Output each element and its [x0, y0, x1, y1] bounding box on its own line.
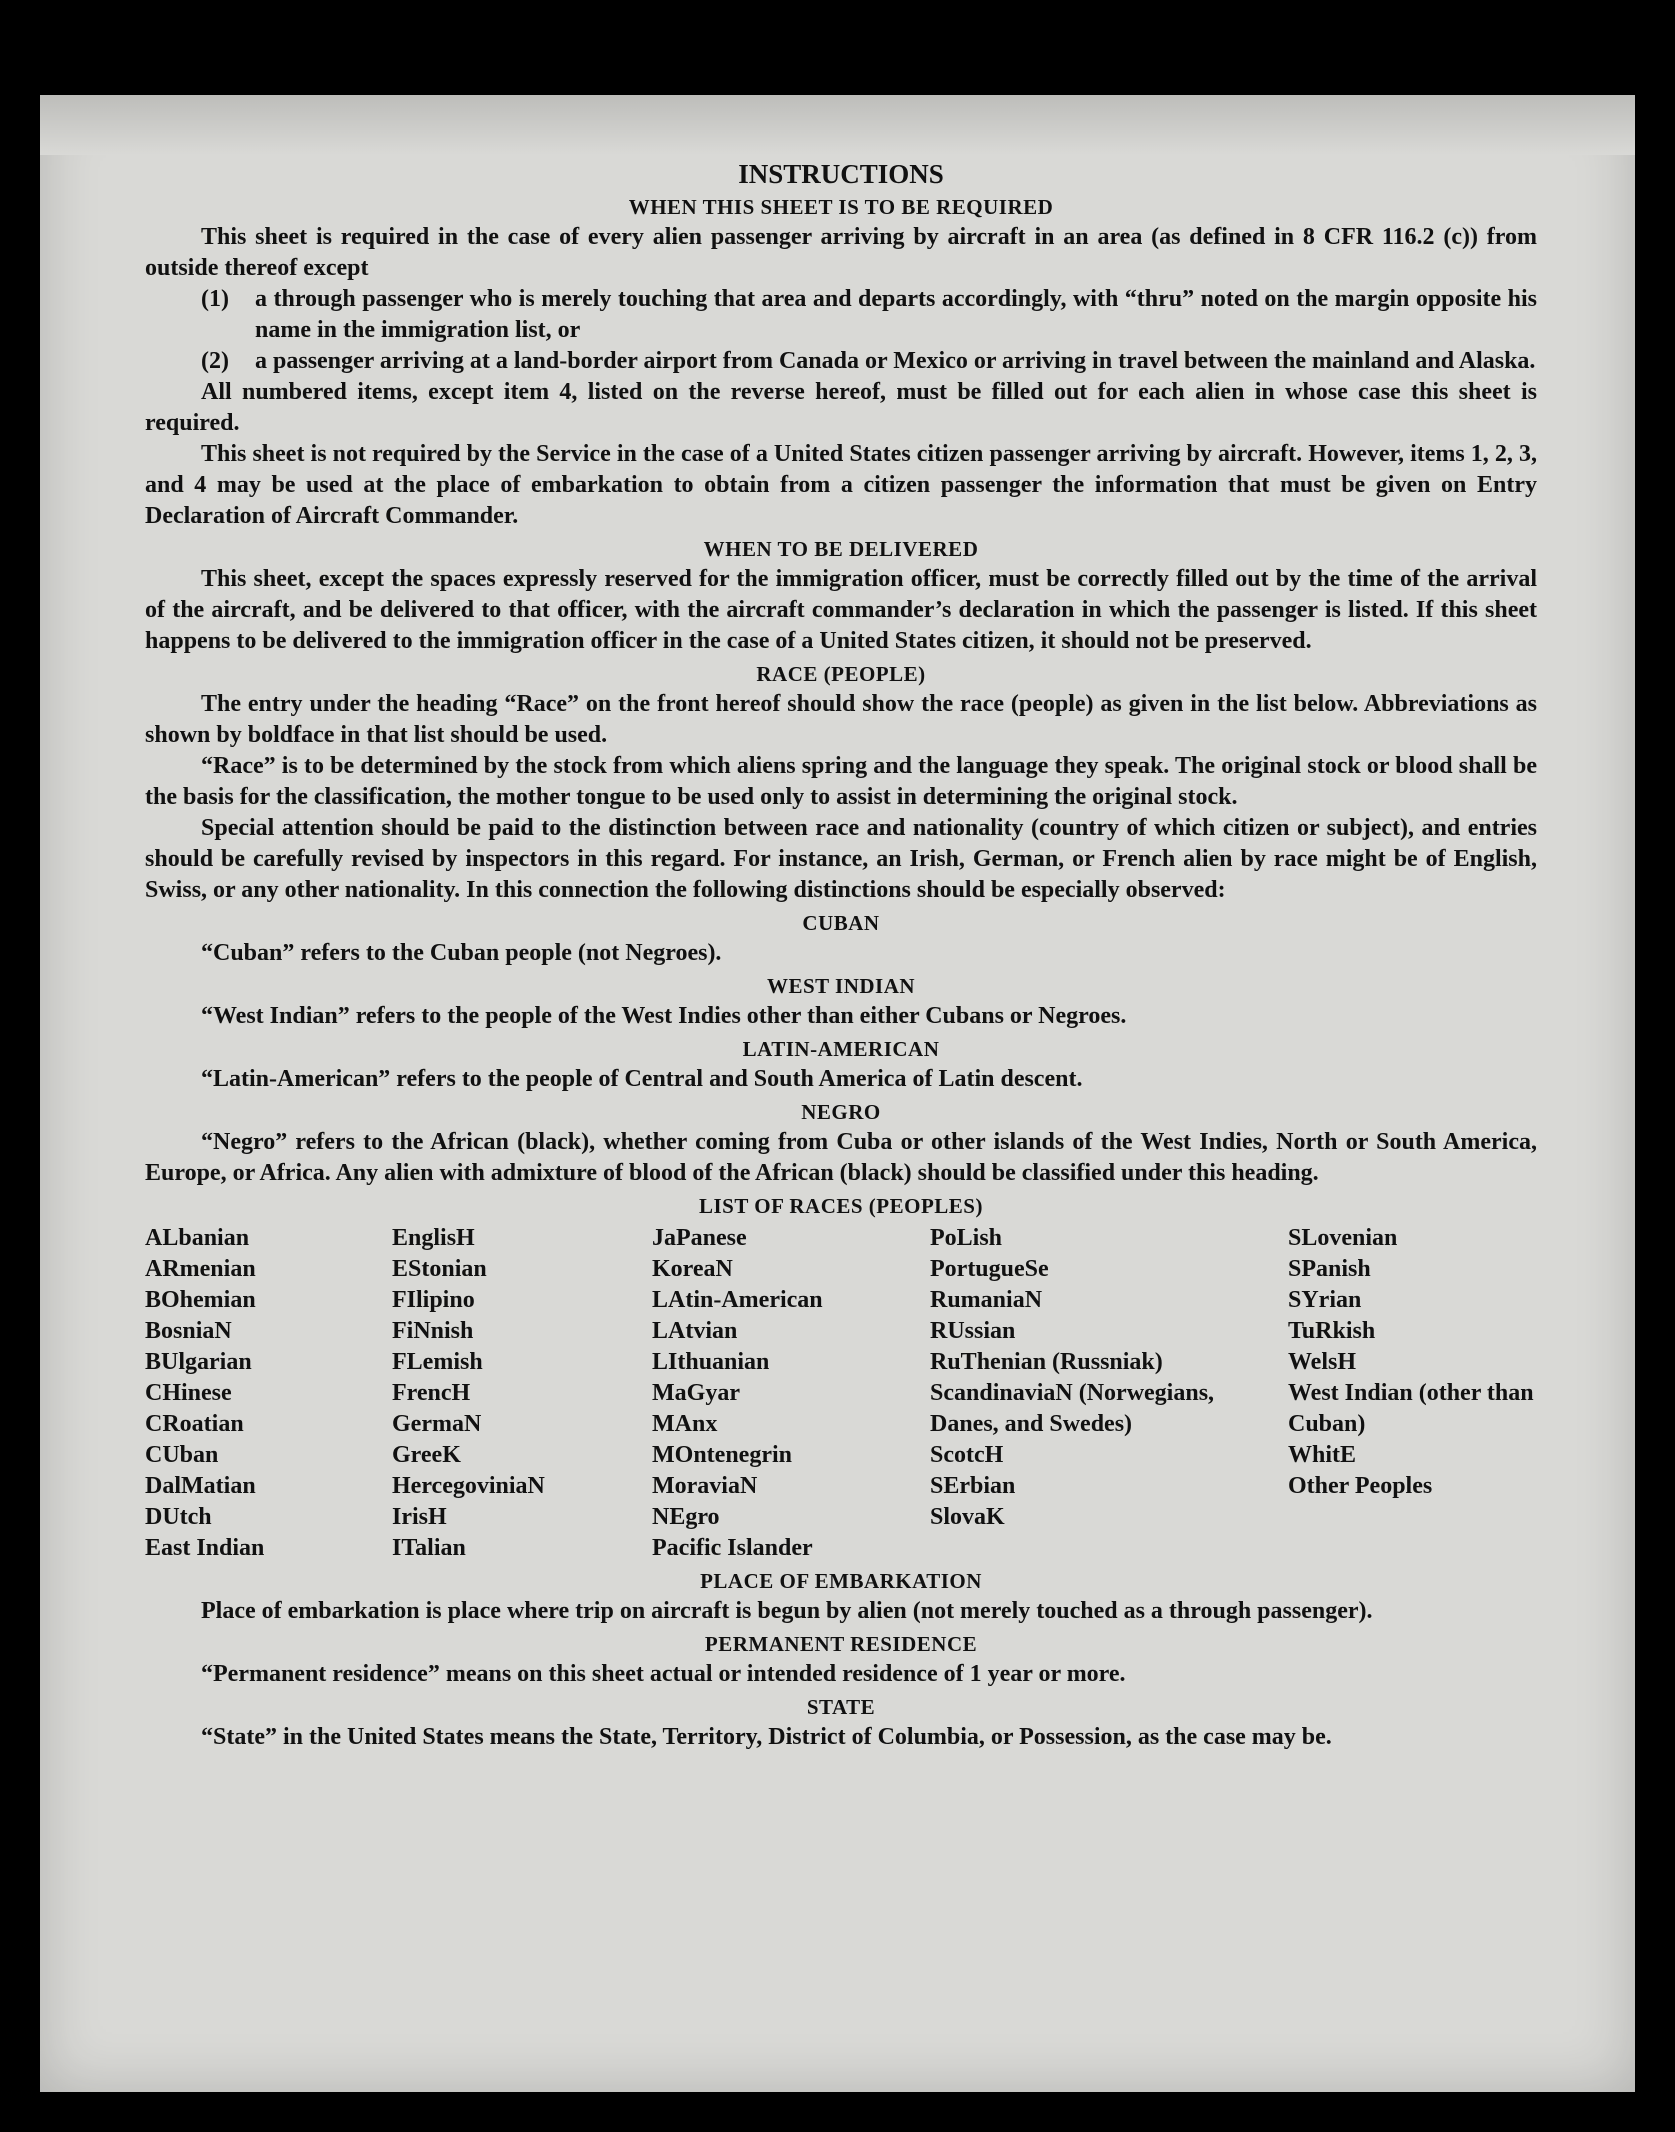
race-entry: ScotcH	[930, 1442, 1004, 1468]
heading-negro: NEGRO	[801, 1100, 881, 1124]
paragraph-west-indian: “West Indian” refers to the people of the West Indies other than either Cubans or Negroes.	[201, 1003, 1127, 1029]
paragraph-embarkation: Place of embarkation is place where trip on aircraft is begun by alien (not merely touched as a through passenger).	[201, 1598, 1373, 1624]
paragraph-race-stock: “Race” is to be determined by the stock from which aliens spring and the language they speak. The original stock or blood shall be the basis for the classification, the mother tongue to be used only to assist in determining the original stock.	[145, 753, 1537, 810]
race-entry: RUssian	[930, 1318, 1016, 1344]
race-entry: FIlipino	[392, 1287, 475, 1313]
race-entry: PortugueSe	[930, 1256, 1049, 1282]
exception-item-2-number: (2)	[201, 348, 229, 374]
race-entry: CHinese	[145, 1380, 232, 1406]
race-entry: CUban	[145, 1442, 219, 1468]
race-entry: HercegoviniaN	[392, 1473, 545, 1499]
race-entry: ScandinaviaN (Norwegians, Danes, and Swedes)	[930, 1380, 1215, 1437]
exception-item-1-text: a through passenger who is merely touching that area and departs accordingly, with “thru” noted on the margin opposite his name in the immigration list, or	[255, 286, 1537, 343]
race-entry: JaPanese	[652, 1225, 747, 1251]
races-column-2	[392, 1223, 652, 1564]
races-column-4	[930, 1223, 1288, 1564]
page-title: INSTRUCTIONS	[738, 159, 944, 189]
race-entry: SPanish	[1288, 1256, 1371, 1282]
paragraph-race-nationality: Special attention should be paid to the distinction between race and nationality (country of which citizen or subject), and entries should be carefully revised by inspectors in this regard. For instance, an Irish, German, or French alien by race might be of English, Swiss, or any other nationality. In this connection the following distinctions should be especially observed:	[145, 815, 1537, 903]
race-entry: MOntenegrin	[652, 1442, 792, 1468]
race-entry: WelsH	[1288, 1349, 1357, 1375]
race-entry: WhitE	[1288, 1442, 1357, 1468]
race-entry: NEgro	[652, 1504, 720, 1530]
race-entry: IrisH	[392, 1504, 447, 1530]
race-entry: BUlgarian	[145, 1349, 252, 1375]
heading-when-delivered: WHEN TO BE DELIVERED	[703, 537, 979, 561]
race-entry: KoreaN	[652, 1256, 733, 1282]
race-entry: MAnx	[652, 1411, 718, 1437]
exception-item-2	[201, 346, 1537, 377]
race-entry: DalMatian	[145, 1473, 256, 1499]
heading-when-required: WHEN THIS SHEET IS TO BE REQUIRED	[628, 195, 1054, 219]
race-entry: FLemish	[392, 1349, 483, 1375]
race-entry: SErbian	[930, 1473, 1016, 1499]
heading-race: RACE (PEOPLE)	[756, 662, 926, 686]
races-column-3	[652, 1223, 930, 1564]
paragraph-race-entry: The entry under the heading “Race” on the front hereof should show the race (people) as given in the list below. Abbreviations as shown by boldface in that list should be used.	[145, 691, 1537, 748]
race-entry: FiNnish	[392, 1318, 474, 1344]
paragraph-latin-american: “Latin-American” refers to the people of Central and South America of Latin descent.	[201, 1066, 1083, 1092]
race-entry: LAtin-American	[652, 1287, 823, 1313]
torn-top-edge	[40, 95, 1635, 155]
heading-state: STATE	[806, 1695, 876, 1719]
race-entry: Other Peoples	[1288, 1473, 1433, 1499]
paragraph-delivered: This sheet, except the spaces expressly reserved for the immigration officer, must be correctly filled out by the time of the arrival of the aircraft, and be delivered to that officer, with the aircraft commander’s declaration in which the passenger is listed. If this sheet happens to be delivered to the immigration officer in the case of a United States citizen, it should not be preserved.	[145, 566, 1537, 654]
races-column-1	[145, 1223, 392, 1564]
race-entry: ITalian	[392, 1535, 466, 1561]
exception-item-1	[201, 284, 1537, 346]
race-entry: East Indian	[145, 1535, 265, 1561]
races-list	[145, 1223, 1537, 1564]
race-entry: EnglisH	[392, 1225, 475, 1251]
race-entry: FrencH	[392, 1380, 471, 1406]
heading-permanent-residence: PERMANENT RESIDENCE	[704, 1632, 978, 1656]
instructions-body	[145, 158, 1537, 1753]
race-entry: Pacific Islander	[652, 1535, 813, 1561]
race-entry: BOhemian	[145, 1287, 256, 1313]
paragraph-required: This sheet is required in the case of every alien passenger arriving by aircraft in an area (as defined in 8 CFR 116.2 (c)) from outside thereof except	[145, 224, 1537, 281]
race-entry: GermaN	[392, 1411, 482, 1437]
races-column-5	[1288, 1223, 1537, 1564]
race-entry: TuRkish	[1288, 1318, 1376, 1344]
race-entry: SlovaK	[930, 1504, 1005, 1530]
race-entry: MoraviaN	[652, 1473, 758, 1499]
race-entry: West Indian (other than Cuban)	[1288, 1380, 1534, 1437]
race-entry: LIthuanian	[652, 1349, 770, 1375]
race-entry: MaGyar	[652, 1380, 740, 1406]
heading-west-indian: WEST INDIAN	[766, 974, 916, 998]
race-entry: DUtch	[145, 1504, 212, 1530]
paragraph-citizen: This sheet is not required by the Service in the case of a United States citizen passenger arriving by aircraft. However, items 1, 2, 3, and 4 may be used at the place of embarkation to obtain from a citizen passenger the information that must be given on Entry Declaration of Aircraft Commander.	[145, 441, 1537, 529]
race-entry: ALbanian	[145, 1225, 250, 1251]
paragraph-numbered-items: All numbered items, except item 4, listed on the reverse hereof, must be filled out for each alien in whose case this sheet is required.	[145, 379, 1537, 436]
paragraph-state: “State” in the United States means the State, Territory, District of Columbia, or Possession, as the case may be.	[201, 1724, 1332, 1750]
paragraph-cuban: “Cuban” refers to the Cuban people (not Negroes).	[201, 940, 722, 966]
race-entry: SYrian	[1288, 1287, 1362, 1313]
race-entry: RumaniaN	[930, 1287, 1043, 1313]
race-entry: EStonian	[392, 1256, 487, 1282]
paragraph-negro: “Negro” refers to the African (black), whether coming from Cuba or other islands of the West Indies, North or South America, Europe, or Africa. Any alien with admixture of blood of the African (black) should be classified under this heading.	[145, 1129, 1537, 1186]
race-entry: RuThenian (Russniak)	[930, 1349, 1163, 1375]
heading-embarkation: PLACE OF EMBARKATION	[700, 1569, 982, 1593]
heading-cuban: CUBAN	[802, 911, 880, 935]
heading-latin-american: LATIN-AMERICAN	[742, 1037, 940, 1061]
paragraph-permanent-residence: “Permanent residence” means on this sheet actual or intended residence of 1 year or more.	[201, 1661, 1126, 1687]
race-entry: GreeK	[392, 1442, 461, 1468]
race-entry: CRoatian	[145, 1411, 244, 1437]
race-entry: PoLish	[930, 1225, 1003, 1251]
race-entry: ARmenian	[145, 1256, 256, 1282]
race-entry: BosniaN	[145, 1318, 232, 1344]
exception-item-1-number: (1)	[201, 286, 229, 312]
exception-item-2-text: a passenger arriving at a land-border airport from Canada or Mexico or arriving in travel between the mainland and Alaska.	[255, 348, 1536, 374]
race-entry: LAtvian	[652, 1318, 738, 1344]
race-entry: SLovenian	[1288, 1225, 1398, 1251]
heading-list-of-races: LIST OF RACES (PEOPLES)	[699, 1194, 983, 1218]
